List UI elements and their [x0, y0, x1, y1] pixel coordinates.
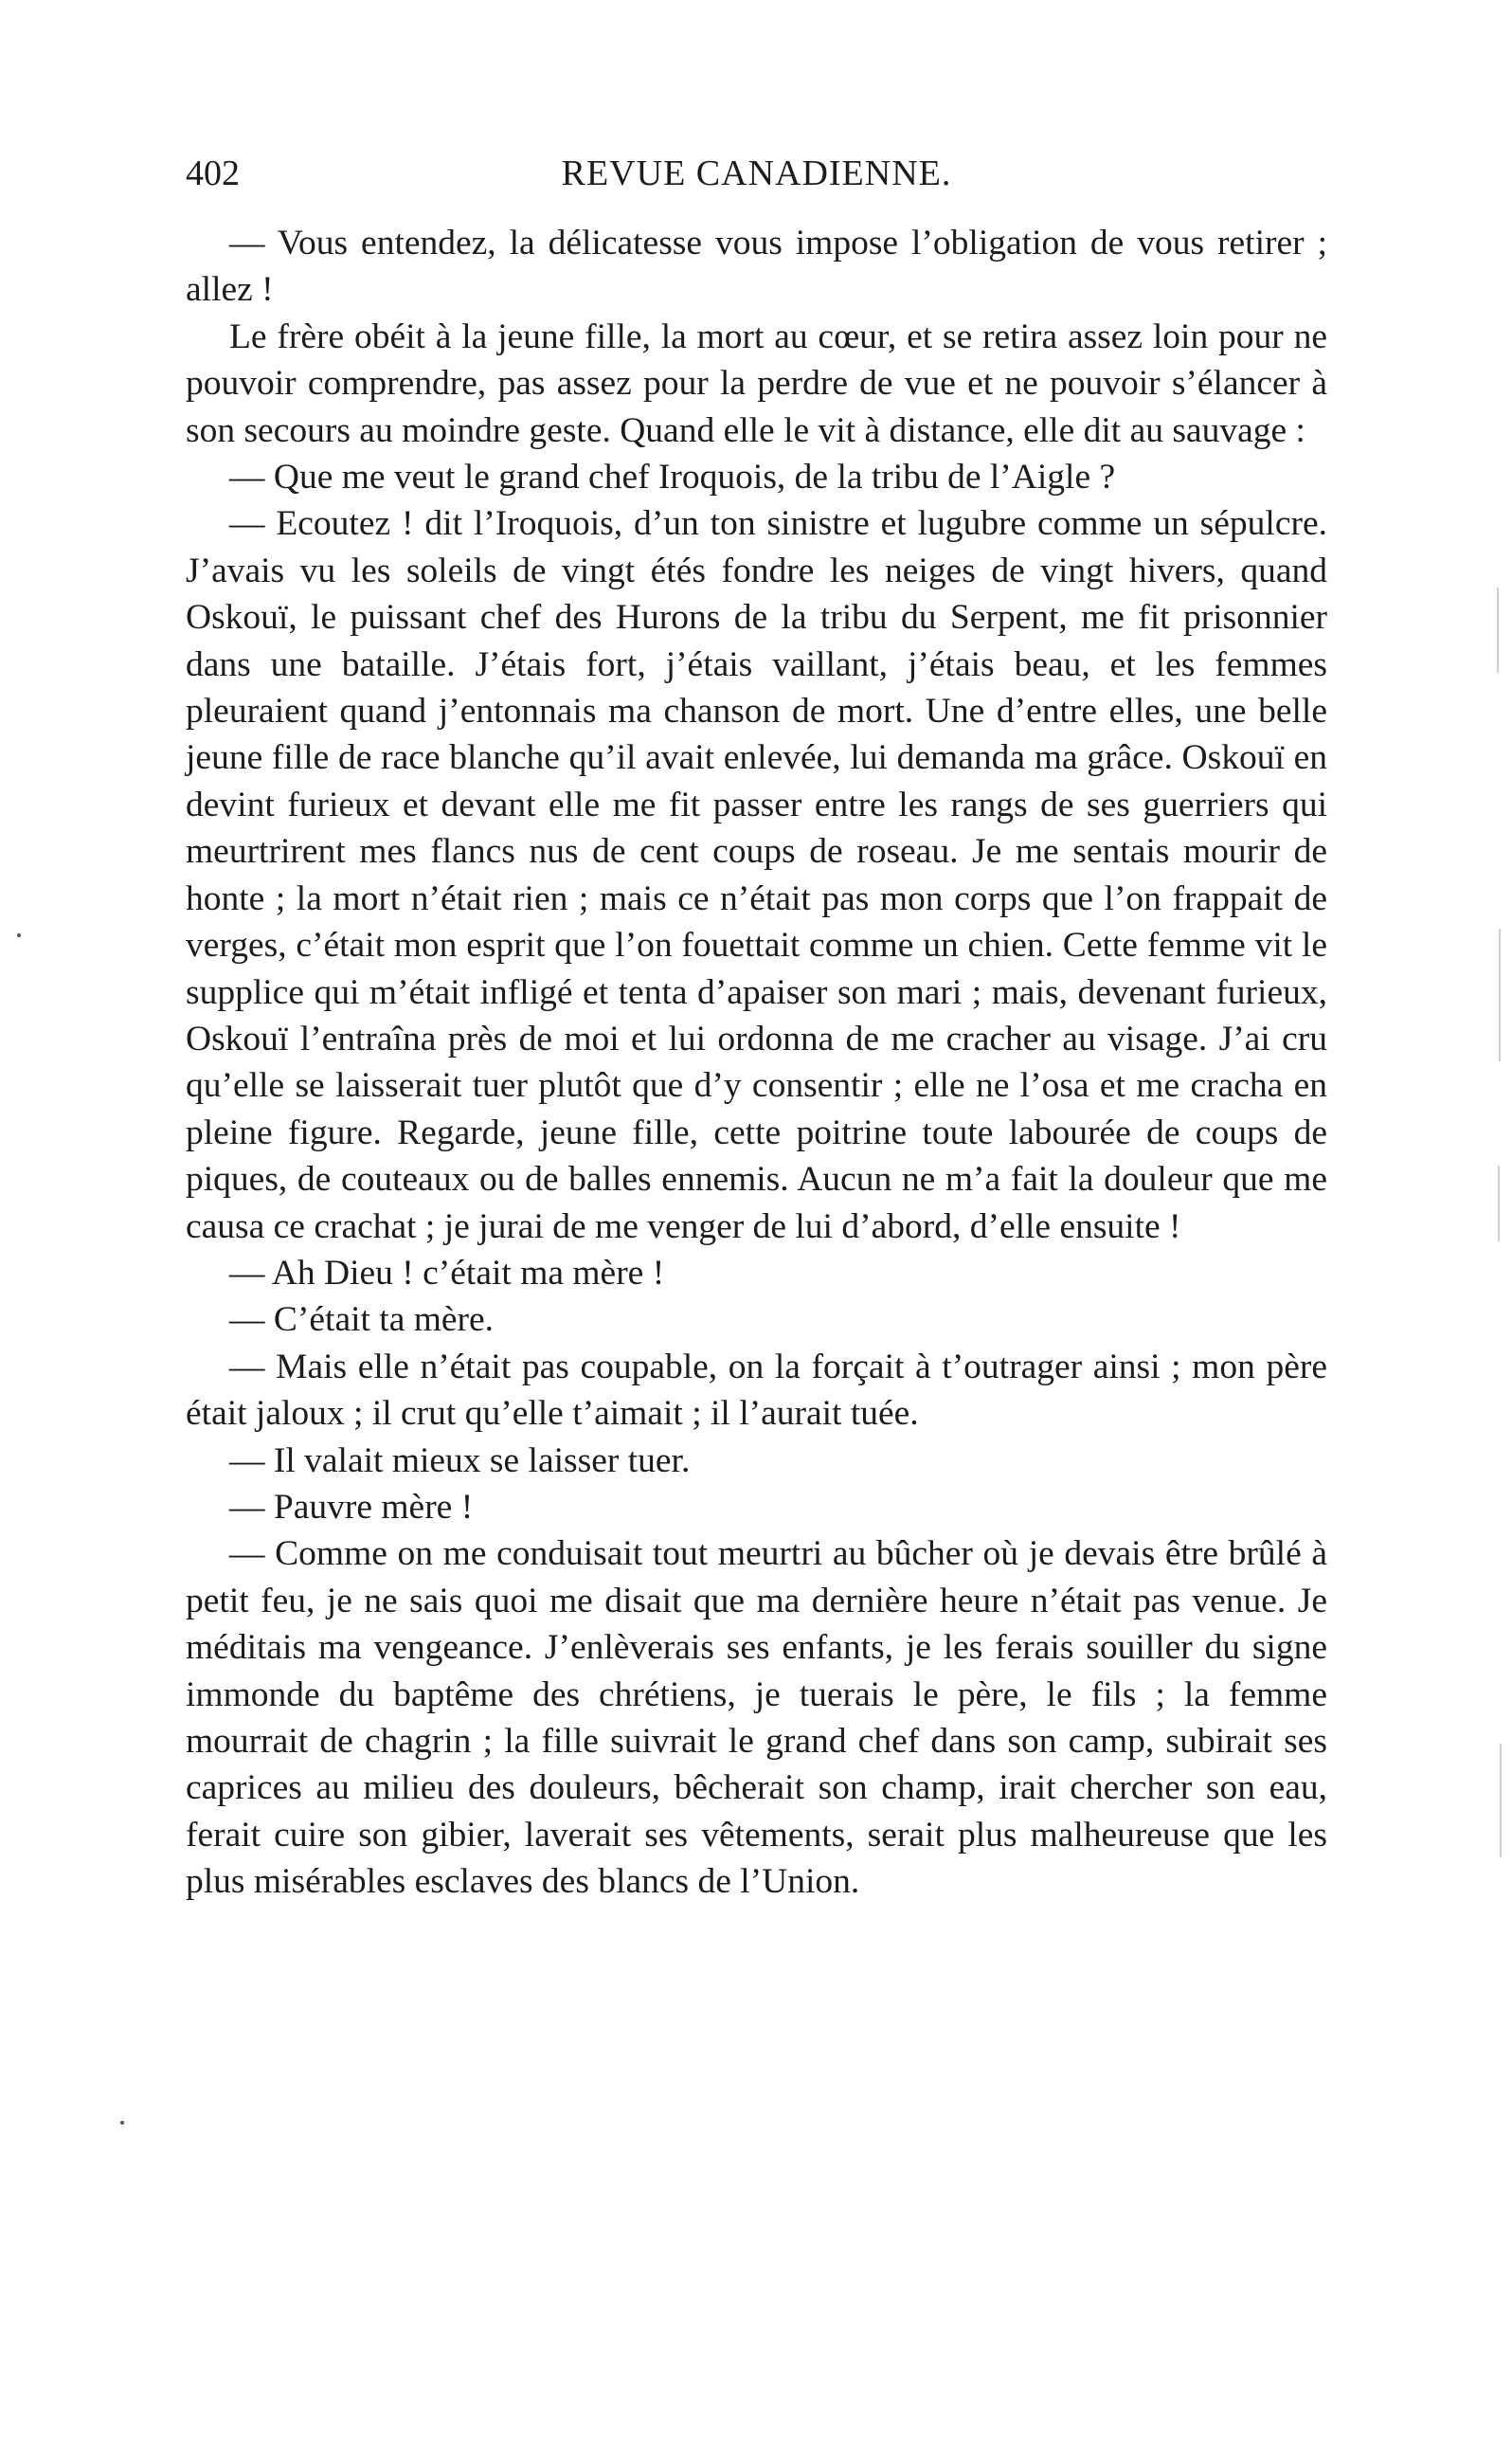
scan-edge-mark: [1498, 1166, 1500, 1241]
paragraph: — Comme on me conduisait tout meurtri au bûcher où je devais être brûlé à petit feu, je ne sais quoi me disait que ma dernière heure n’était pas venue. Je méditais ma vengeance. J’enlèverais ses enfants, je les ferais souiller du signe immonde du baptême des chrétiens, je tuerais le père, le fils ; la femme mourrait de chagrin ; la fille suivrait le grand chef dans son camp, subirait ses caprices au milieu des douleurs, bêcherait son champ, irait chercher son eau, ferait cuire son gibier, laverait ses vêtements, serait plus malheureuse que les plus misérables esclaves des blancs de l’Union.: [186, 1534, 1327, 1902]
paragraph: — C’était ta mère.: [229, 1300, 495, 1340]
paragraph: — Pauvre mère !: [229, 1487, 474, 1527]
ink-speck: [120, 2121, 124, 2125]
paragraph: — Mais elle n’était pas coupable, on la forçait à t’outrager ainsi ; mon père était jaloux ; il crut qu’elle t’aimait ; il l’aurait tuée.: [186, 1347, 1327, 1434]
page-header: [186, 152, 1327, 208]
ink-speck: [17, 933, 21, 937]
paragraph: — Ecoutez ! dit l’Iroquois, d’un ton sinistre et lugubre comme un sépulcre. J’avais vu les soleils de vingt étés fondre les neiges de vingt hivers, quand Oskouï, le puissant chef des Hurons de la tribu du Serpent, me fit prisonnier dans une bataille. J’étais fort, j’étais vaillant, j’étais beau, et les femmes pleuraient quand j’entonnais ma chanson de mort. Une d’entre elles, une belle jeune fille de race blanche qu’il avait enlevée, lui demanda ma grâce. Oskouï en devint furieux et devant elle me fit passer entre les rangs de ses guerriers qui meurtrirent mes flancs nus de cent coups de roseau. Je me sentais mourir de honte ; la mort n’était rien ; mais ce n’était pas mon corps que l’on frappait de verges, c’était mon esprit que l’on fouettait comme un chien. Cette femme vit le supplice qui m’était infligé et tenta d’apaiser son mari ; mais, devenant furieux, Oskouï l’entraîna près de moi et lui ordonna de me cracher au visage. J’ai cru qu’elle se laisserait tuer plutôt que d’y consentir ; elle ne l’osa et me cracha en pleine figure. Regarde, jeune fille, cette poitrine toute labourée de coups de piques, de couteaux ou de balles ennemis. Aucun ne m’a fait la douleur que me causa ce crachat ; je jurai de me venger de lui d’abord, d’elle ensuite !: [186, 504, 1327, 1246]
paragraph: Le frère obéit à la jeune fille, la mort au cœur, et se retira assez loin pour ne pouvoir comprendre, pas assez pour la perdre de vue et ne pouvoir s’élancer à son secours au moindre geste. Quand elle le vit à distance, elle dit au sauvage :: [186, 317, 1327, 450]
paragraph: — Ah Dieu ! c’était ma mère !: [229, 1253, 665, 1293]
scan-edge-mark: [1499, 929, 1501, 1061]
page-number: 402: [186, 154, 240, 193]
paragraph: — Que me veut le grand chef Iroquois, de la tribu de l’Aigle ?: [229, 458, 1116, 498]
body-text: [186, 220, 1327, 1906]
paragraph: — Vous entendez, la délicatesse vous impose l’obligation de vous retirer ; allez !: [186, 224, 1327, 310]
scan-edge-mark: [1500, 1744, 1502, 1857]
paragraph: — Il valait mieux se laisser tuer.: [229, 1440, 691, 1480]
running-title: REVUE CANADIENNE.: [561, 154, 952, 193]
scan-edge-mark: [1497, 588, 1499, 673]
